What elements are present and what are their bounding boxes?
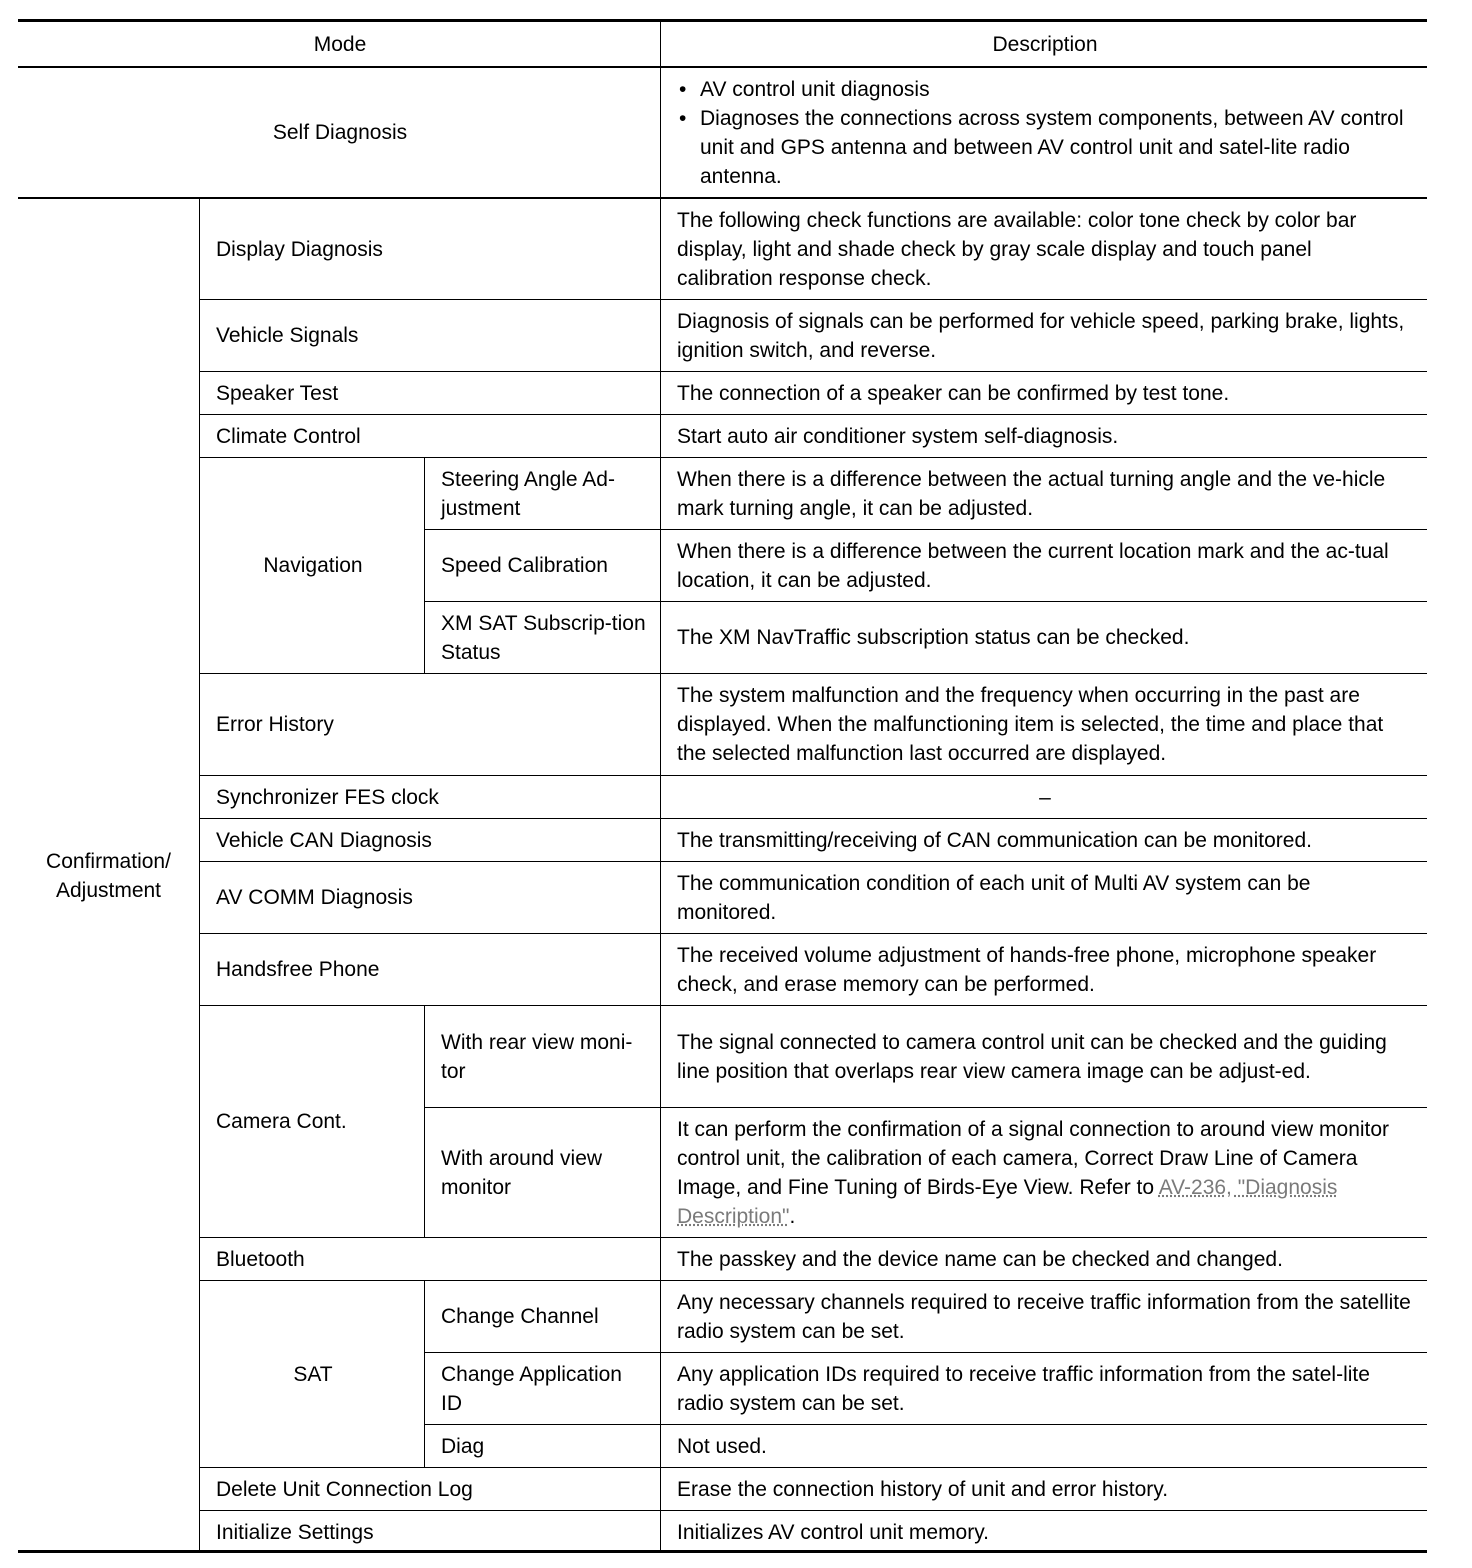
desc-change-application-id (660, 1352, 1427, 1424)
desc-steering-angle (660, 457, 1427, 529)
submode-rear-view (424, 1005, 660, 1107)
submode-speed-calibration (424, 529, 660, 601)
desc-rear-view (660, 1005, 1427, 1107)
mode-synchronizer (199, 775, 660, 818)
mode-climate-control (199, 414, 660, 457)
description-text: Erase the connection history of unit and error history. (677, 1477, 1169, 1501)
description-text: The signal connected to camera control unit can be checked and the guiding line position that overlaps rear view camera image can be adjust-ed. (677, 1030, 1387, 1083)
desc-speaker-test (660, 371, 1427, 414)
confirmation-adjustment-group (18, 197, 199, 1553)
desc-handsfree-phone (660, 933, 1427, 1005)
header-mode (18, 22, 660, 68)
submode-label: Steering Angle Ad-justment (441, 467, 615, 520)
description-text: The received volume adjustment of hands-free phone, microphone speaker check, and erase memory can be performed. (677, 943, 1377, 996)
mode-label: Climate Control (216, 424, 361, 448)
description-text: The passkey and the device name can be checked and changed. (677, 1247, 1283, 1271)
description-text: Any necessary channels required to receive traffic information from the satellite radio system can be set. (677, 1290, 1411, 1343)
mode-delete-log (199, 1467, 660, 1510)
mode-speaker-test (199, 371, 660, 414)
self-diagnosis-label: Self Diagnosis (272, 121, 408, 144)
mode-handsfree-phone (199, 933, 660, 1005)
self-diagnosis-bullets (677, 75, 1413, 191)
description-body: It can perform the confirmation of a signal connection to around view monitor control unit, the calibration of each camera, Correct Draw Line of Camera Image, and Fine Tuning of Birds-Eye View. Refer to (677, 1117, 1390, 1199)
mode-label: Synchronizer FES clock (216, 785, 439, 809)
mode-label: Display Diagnosis (216, 237, 383, 261)
submode-around-view (424, 1107, 660, 1237)
bullet-item: • AV control unit diagnosis (677, 75, 1413, 104)
description-text: – (1039, 785, 1051, 809)
submode-steering-angle (424, 457, 660, 529)
mode-label: Delete Unit Connection Log (216, 1477, 473, 1501)
desc-initialize-settings (660, 1510, 1427, 1553)
desc-diag (660, 1424, 1427, 1467)
description-text: The transmitting/receiving of CAN communication can be monitored. (677, 828, 1312, 852)
desc-error-history (660, 673, 1427, 775)
confirmation-adjustment-label: Confirmation/ Adjustment (46, 850, 171, 902)
mode-camera-cont (199, 1005, 424, 1237)
self-diagnosis-description (660, 68, 1427, 197)
submode-label: With rear view moni-tor (441, 1030, 633, 1083)
mode-label: Handsfree Phone (216, 958, 380, 981)
description-text: The following check functions are available: color tone check by color bar display, light and shade check by gray scale display and touch panel calibration response check. (677, 208, 1357, 290)
mode-label: SAT (293, 1362, 333, 1386)
submode-change-channel (424, 1280, 660, 1352)
submode-change-application-id (424, 1352, 660, 1424)
mode-label: Error History (216, 713, 334, 736)
reference-link[interactable]: AV-236, "Diagnosis Description" (677, 1175, 1338, 1228)
mode-label: AV COMM Diagnosis (216, 886, 413, 909)
mode-bluetooth (199, 1237, 660, 1280)
desc-xm-sat (660, 601, 1427, 673)
mode-error-history (199, 673, 660, 775)
bullet-item: • Diagnoses the connections across system components, between AV control unit and GPS antenna and between AV control unit and satel-lite radio antenna. (677, 104, 1413, 191)
mode-label: Initialize Settings (216, 1520, 374, 1544)
submode-label: Change Application ID (441, 1362, 622, 1415)
submode-label: Speed Calibration (441, 554, 608, 577)
description-text: The communication condition of each unit of Multi AV system can be monitored. (677, 871, 1311, 924)
mode-label: Navigation (263, 554, 363, 577)
description-text (677, 1115, 1413, 1231)
description-text: Not used. (677, 1434, 767, 1458)
description-text: Initializes AV control unit memory. (677, 1520, 990, 1544)
submode-label: With around view monitor (441, 1146, 603, 1199)
description-text: Start auto air conditioner system self-diagnosis. (677, 424, 1119, 448)
submode-label: XM SAT Subscrip-tion Status (441, 611, 646, 664)
description-text: The system malfunction and the frequency when occurring in the past are displayed. When the malfunctioning item is selected, the time and place that the selected malfunction last occurred are displayed. (677, 684, 1384, 765)
submode-xm-sat (424, 601, 660, 673)
desc-change-channel (660, 1280, 1427, 1352)
desc-vehicle-signals (660, 299, 1427, 371)
diagnosis-mode-table (18, 19, 1427, 1553)
mode-initialize-settings (199, 1510, 660, 1553)
description-text: When there is a difference between the current location mark and the ac-tual location, it can be adjusted. (677, 539, 1389, 592)
header-description-label: Description (992, 32, 1098, 56)
mode-navigation (199, 457, 424, 673)
desc-around-view (660, 1107, 1427, 1237)
description-text: Diagnosis of signals can be performed for vehicle speed, parking brake, lights, ignition switch, and reverse. (677, 309, 1405, 362)
submode-diag (424, 1424, 660, 1467)
desc-vehicle-can (660, 818, 1427, 861)
desc-speed-calibration (660, 529, 1427, 601)
desc-synchronizer (660, 775, 1427, 818)
mode-label: Bluetooth (216, 1247, 305, 1271)
description-text: Any application IDs required to receive traffic information from the satel-lite radio system can be set. (677, 1362, 1370, 1415)
description-text: When there is a difference between the actual turning angle and the ve-hicle mark turning angle, it can be adjusted. (677, 467, 1386, 520)
mode-vehicle-signals (199, 299, 660, 371)
mode-display-diagnosis (199, 197, 660, 299)
mode-vehicle-can (199, 818, 660, 861)
description-text: The XM NavTraffic subscription status can be checked. (677, 626, 1190, 649)
header-mode-label: Mode (313, 32, 367, 56)
desc-display-diagnosis (660, 197, 1427, 299)
mode-av-comm (199, 861, 660, 933)
mode-label: Vehicle CAN Diagnosis (216, 828, 432, 852)
self-diagnosis-mode (18, 68, 660, 197)
description-text: The connection of a speaker can be confirmed by test tone. (677, 381, 1230, 405)
desc-delete-log (660, 1467, 1427, 1510)
header-description (660, 22, 1427, 68)
mode-label: Camera Cont. (216, 1110, 347, 1133)
desc-av-comm (660, 861, 1427, 933)
description-end: . (789, 1204, 796, 1228)
mode-sat (199, 1280, 424, 1467)
desc-bluetooth (660, 1237, 1427, 1280)
desc-climate-control (660, 414, 1427, 457)
mode-label: Vehicle Signals (216, 324, 359, 347)
submode-label: Diag (441, 1434, 485, 1458)
mode-label: Speaker Test (216, 381, 339, 405)
submode-label: Change Channel (441, 1305, 599, 1328)
